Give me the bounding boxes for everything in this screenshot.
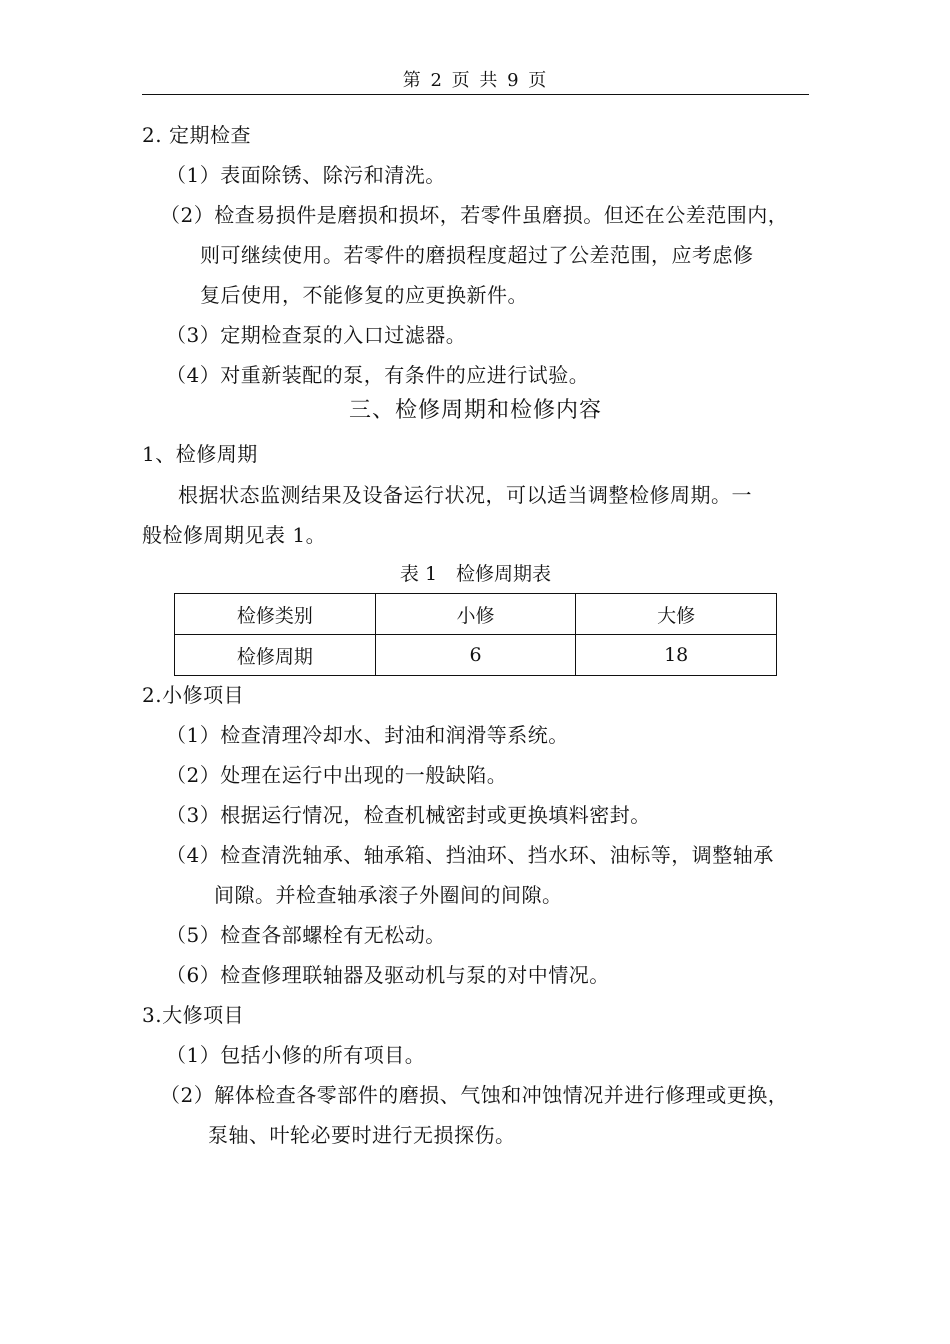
list-item-continuation: 则可继续使用。若零件的磨损程度超过了公差范围，应考虑修	[200, 243, 754, 267]
list-item: （4）对重新装配的泵，有条件的应进行试验。	[166, 363, 590, 387]
list-item: （1）检查清理冷却水、封油和润滑等系统。	[166, 723, 569, 747]
list-item: （5）检查各部螺栓有无松动。	[166, 923, 446, 947]
list-item: （4）检查清洗轴承、轴承箱、挡油环、挡水环、油标等，调整轴承	[166, 843, 774, 867]
section-heading-periodic-inspection: 2. 定期检查	[142, 123, 251, 147]
table-cell: 6	[375, 635, 576, 676]
table-header-row	[175, 594, 777, 635]
page-number-header: 第 2 页 共 9 页	[402, 70, 549, 91]
table-header-cell: 小修	[375, 594, 576, 635]
subsection-heading-major-repair: 3.大修项目	[142, 1003, 245, 1027]
list-item: （3）定期检查泵的入口过滤器。	[166, 323, 467, 347]
table-header-cell: 检修类别	[175, 594, 376, 635]
table-header-cell: 大修	[576, 594, 777, 635]
list-item: （6）检查修理联轴器及驱动机与泵的对中情况。	[166, 963, 610, 987]
paragraph-line: 般检修周期见表 1。	[142, 523, 327, 547]
list-item-continuation: 复后使用，不能修复的应更换新件。	[200, 283, 528, 307]
list-item: （2）解体检查各零部件的磨损、气蚀和冲蚀情况并进行修理或更换，	[160, 1083, 789, 1107]
section-title: 三、检修周期和检修内容	[348, 398, 602, 423]
table-cell: 检修周期	[175, 635, 376, 676]
maintenance-period-table	[174, 593, 777, 676]
list-item: （1）包括小修的所有项目。	[166, 1043, 426, 1067]
list-item: （3）根据运行情况，检查机械密封或更换填料密封。	[166, 803, 651, 827]
table-row	[175, 635, 777, 676]
list-item: （2）检查易损件是磨损和损坏，若零件虽磨损。但还在公差范围内，	[160, 203, 789, 227]
list-item: （2）处理在运行中出现的一般缺陷。	[166, 763, 508, 787]
header-divider	[142, 94, 809, 95]
paragraph-line: 根据状态监测结果及设备运行状况，可以适当调整检修周期。一	[178, 483, 752, 507]
table-cell: 18	[576, 635, 777, 676]
subsection-heading-minor-repair: 2.小修项目	[142, 683, 245, 707]
list-item: （1）表面除锈、除污和清洗。	[166, 163, 446, 187]
list-item-continuation: 泵轴、叶轮必要时进行无损探伤。	[208, 1123, 516, 1147]
subsection-heading-period: 1、检修周期	[142, 442, 258, 466]
list-item-continuation: 间隙。并检查轴承滚子外圈间的间隙。	[214, 883, 563, 907]
table-caption: 表 1 检修周期表	[399, 563, 552, 585]
